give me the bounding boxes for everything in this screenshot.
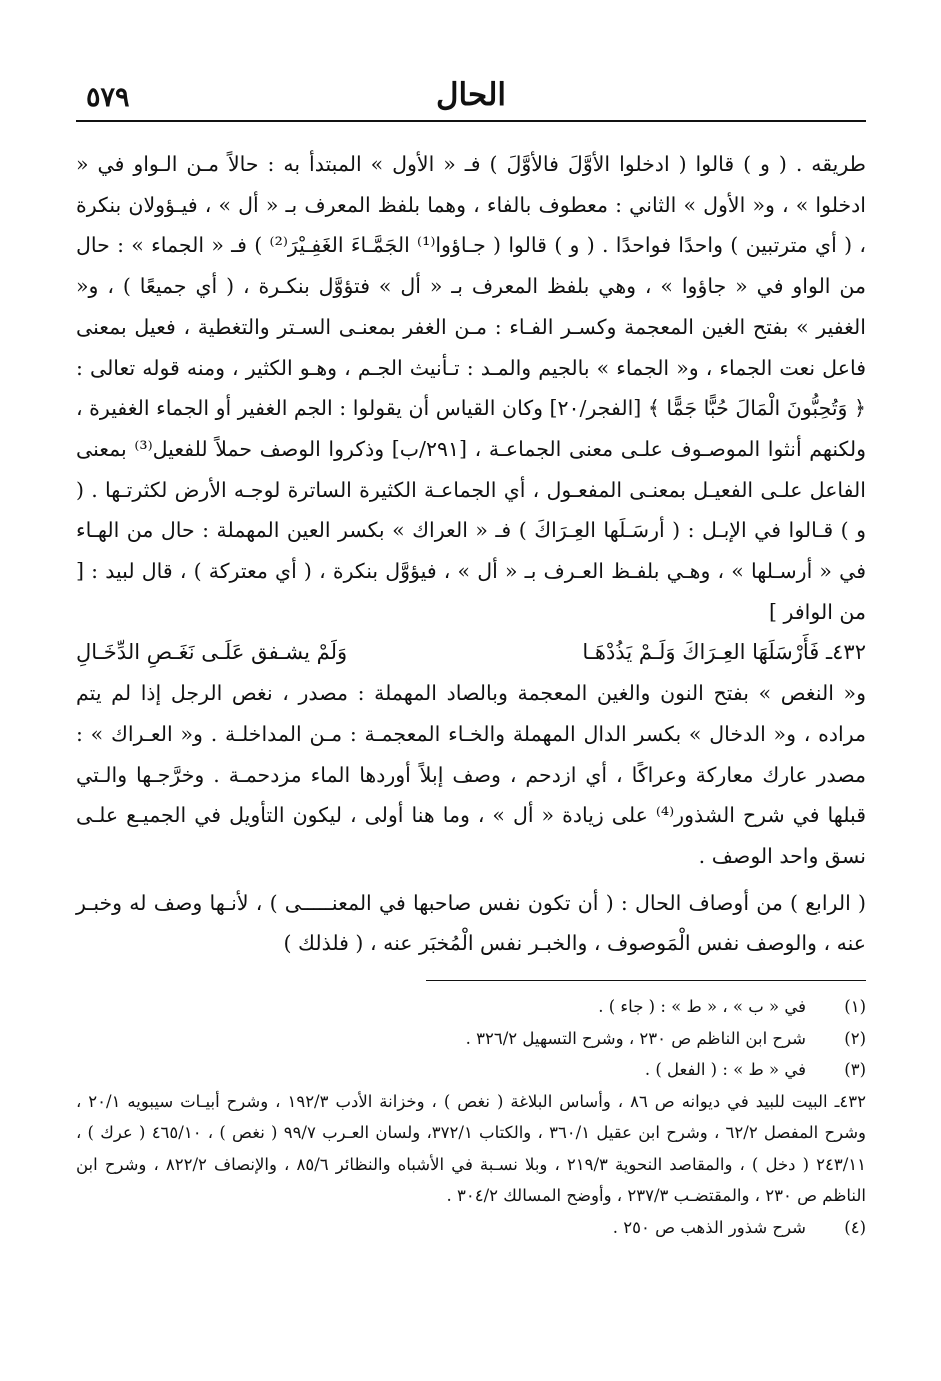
- footnote-number: (٤): [844, 1217, 866, 1237]
- paragraph-1: طريقه . ( و ) قالوا ( ادخلوا الأوَّلَ فالأوَّلَ ) فـ « الأول » المبتدأ به : حالاً مـن الـواو في « ادخلوا » ، و« الأول » الثاني : معطوف بالفاء ، وهما بلفظ المعرف بـ « أل » ، فيـؤولان بنكرة ، ( أي مترتبين ) واحدًا فواحدًا . ( و ) قالوا ( جـاؤوا⁽¹⁾ الجَمَّـاءَ الغَفِـيْرَ⁽²⁾ ) فـ « الجماء » : حال من الواو في « جاؤوا » ، وهي بلفظ المعرف بـ « أل » فتؤوَّل بنكـرة ، ( أي جميعًا ) ، و« الغفير » بفتح الغين المعجمة وكسـر الفـاء : مـن الغفر بمعنـى السـتر والتغطية ، فعيل بمعنى فاعل نعت الجماء ، و« الجماء » بالجيم والمـد : تـأنيث الجـم ، وهـو الكثير ، ومنه قوله تعالى : ﴿ وَتُحِبُّونَ الْمَالَ حُبًّا جَمًّا ﴾ [الفجر/٢٠] وكان القياس أن يقولوا : الجم الغفير أو الجماء الغفيرة ، ولكنهم أنثوا الموصـوف علـى معنى الجماعـة ، [٢٩١/ب] وذكروا الوصف حملاً للفعيل⁽³⁾ بمعنى الفاعل علـى الفعيـل بمعنـى المفعـول ، أي الجماعـة الكثيرة الساترة لوجـه الأرض لكثرتـها . ( و ) قـالوا في الإبـل : ( أرسَـلَها العِـرَاكَ ) فـ « العراك » بكسر العين المهملة : حال من الهـاء في « أرسـلها » ، وهـي بلفـظ العـرف بـ « أل » ، فيؤوَّل بنكرة ، ( أي معتركة ) ، قال لبيد : [ من الوافر ]: [76, 152, 867, 624]
- header-divider: [76, 120, 866, 122]
- verse-second-hemistich: وَلَمْ يشـفق عَلَـى نَغَـصِ الدِّخَـالِ: [76, 640, 348, 665]
- footnote-number: (١): [844, 997, 866, 1017]
- footnote-text: ٤٣٢ـ البيت للبيد في ديوانه ص ٨٦ ، وأساس البلاغة ( نغص ) ، وخزانة الأدب ١٩٢/٣ ، وشرح أبيـات سيبويه ٢٠/١ ، وشرح المفصل ٦٢/٢ ، وشرح ابن عقيل ٣٦٠/١ ، والكتاب ٣٧٢/١، ولسان العـرب ٩٩/٧ ( نغص ) ، ٤٦٥/١٠ ( عرك ) ، ٢٤٣/١١ ( دخل ) ، والمقاصد النحوية ٢١٩/٣ ، وبلا نسـبة في الأشباه والنظائر ٨٥/٦ ، والإنصاف ٨٢٢/٢ ، وشرح ابن الناظم ص ٢٣٠ ، والمقتضـب ٢٣٧/٣ ، وأوضح المسالك ٣٠٤/٢ .: [76, 1091, 867, 1206]
- page-number: ٥٧٩: [86, 82, 130, 113]
- page-header: [76, 72, 866, 122]
- footnote-text: في « ب » ، « ط » : ( جاء ) .: [598, 997, 806, 1017]
- main-text: [76, 144, 866, 964]
- footnote-divider: [426, 980, 866, 981]
- footnote-text: في « ط » : ( الفعل ) .: [644, 1060, 806, 1080]
- footnote-2: [76, 1023, 866, 1055]
- footnote-3: [76, 1054, 866, 1086]
- verse-first-hemistich: ٤٣٢ـ فَأَرْسَلَهَا العِـرَاكَ وَلَـمْ يَذُدْهَـا: [582, 640, 866, 665]
- book-page: [76, 72, 866, 1362]
- footnotes: [76, 991, 866, 1243]
- footnote-number: (٣): [844, 1060, 866, 1080]
- paragraph-2: و« النغص » بفتح النون والغين المعجمة وبالصاد المهملة : مصدر ، نغص الرجل إذا لم يتم مراده ، و« الدخال » بكسر الدال المهملة والخـاء المعجمـة : مـن المداخلـة . و« العـراك » : مصدر عارك معاركة وعراكًا ، أي ازدحم ، وصف إبلاً أوردها الماء مزدحمـة . وخرَّجـها والـتي قبلها في شرح الشذور⁽⁴⁾ على زيادة « أل » ، وما هنا أولى ، ليكون التأويل في الجميـع علـى نسق واحد الوصف .: [76, 681, 867, 868]
- footnote-text: شرح شذور الذهب ص ٢٥٠ .: [612, 1217, 806, 1237]
- footnote-text: شرح ابن الناظم ص ٢٣٠ ، وشرح التسهيل ٣٢٦/٢ .: [465, 1028, 806, 1048]
- paragraph-3: ( الرابع ) من أوصاف الحال : ( أن تكون نفس صاحبها في المعنـــــى ) ، لأنـها وصف له وخبـر عنه ، والوصف نفس الْمَوصوف ، والخبـر نفس الْمُخبَر عنه ، ( فلذلك ): [76, 890, 866, 956]
- footnote-4: [76, 1212, 866, 1244]
- poetry-verse: [76, 632, 866, 673]
- footnote-number: (٢): [844, 1028, 866, 1048]
- chapter-title: الحال: [435, 77, 507, 113]
- footnote-1: [76, 991, 866, 1023]
- footnote-verse-sources: [76, 1086, 866, 1212]
